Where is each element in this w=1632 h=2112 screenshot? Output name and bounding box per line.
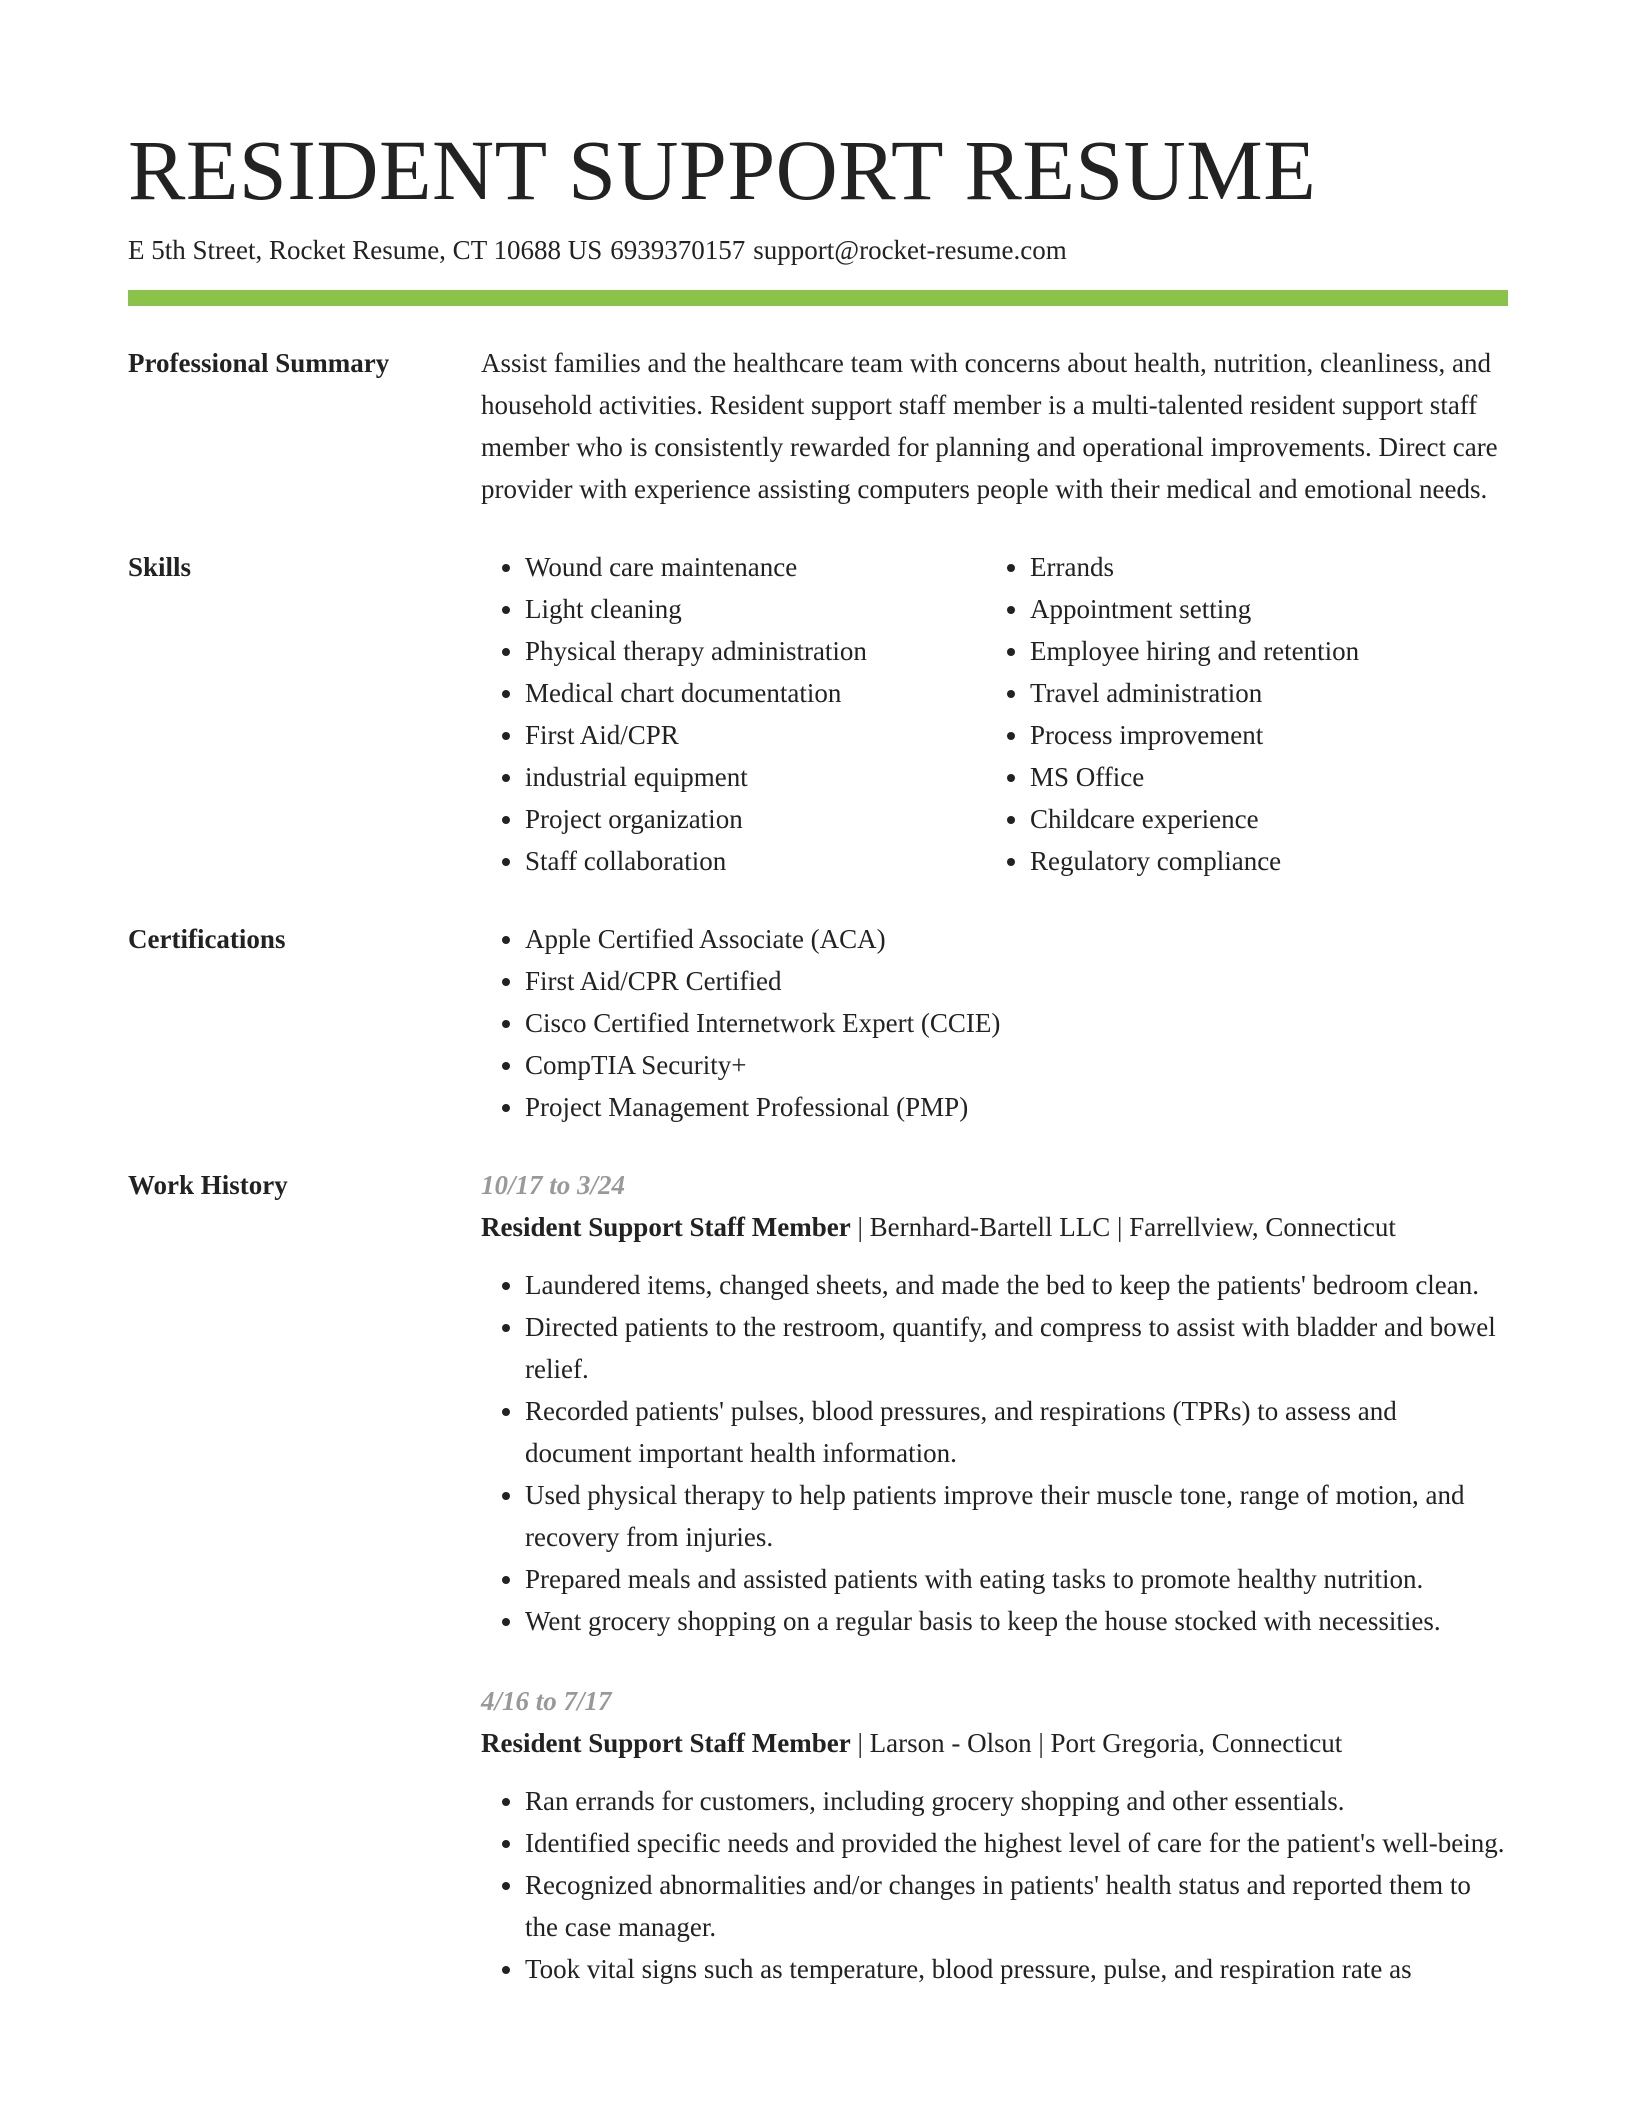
summary-section (128, 342, 1508, 510)
skill-item: • Medical chart documentation (525, 672, 986, 714)
skills-section (128, 546, 1508, 882)
job-duty: • Identified specific needs and provided the highest level of care for the patient's well-being. (525, 1822, 1508, 1864)
skill-item: • industrial equipment (525, 756, 986, 798)
skill-item: • Light cleaning (525, 588, 986, 630)
certification-item: • Project Management Professional (PMP) (525, 1086, 1508, 1128)
skill-item: • Physical therapy administration (525, 630, 986, 672)
section-title-skills: Skills (128, 552, 192, 582)
summary-text: Assist families and the healthcare team with concerns about health, nutrition, cleanliness, and household activities. Resident support staff member is a multi-talented resident support staff member who is consistently rewarded for planning and operational improvements. Direct care provider with experience assisting computers people with their medical and emotional needs. (481, 348, 1498, 504)
certification-item: • Apple Certified Associate (ACA) (525, 918, 1508, 960)
certification-item: • First Aid/CPR Certified (525, 960, 1508, 1002)
skill-item: • MS Office (1030, 756, 1491, 798)
section-title-certifications: Certifications (128, 924, 286, 954)
job-duty: • Recorded patients' pulses, blood pressures, and respirations (TPRs) to assess and document important health information. (525, 1390, 1508, 1474)
job-duty: • Prepared meals and assisted patients with eating tasks to promote healthy nutrition. (525, 1558, 1508, 1600)
section-title-summary: Professional Summary (128, 348, 390, 378)
work-history-section (128, 1164, 1508, 2028)
job-heading (481, 1722, 1508, 1764)
certifications-list (481, 918, 1508, 1128)
skill-item: • Appointment setting (1030, 588, 1491, 630)
job-entry (481, 1680, 1508, 1990)
skill-item: • Process improvement (1030, 714, 1491, 756)
job-duties-list (481, 1264, 1508, 1642)
skill-item: • Project organization (525, 798, 986, 840)
certification-item: • CompTIA Security+ (525, 1044, 1508, 1086)
skill-item: • Childcare experience (1030, 798, 1491, 840)
header-divider (128, 290, 1508, 306)
skill-item: • Travel administration (1030, 672, 1491, 714)
skill-item: • Wound care maintenance (525, 546, 986, 588)
section-title-work-history: Work History (128, 1170, 288, 1200)
skill-item: • Employee hiring and retention (1030, 630, 1491, 672)
job-title: Resident Support Staff Member (481, 1212, 851, 1242)
job-employer-location: | Bernhard-Bartell LLC | Farrellview, Connecticut (850, 1212, 1396, 1242)
job-duty: • Used physical therapy to help patients improve their muscle tone, range of motion, and recovery from injuries. (525, 1474, 1508, 1558)
certification-item: • Cisco Certified Internetwork Expert (CCIE) (525, 1002, 1508, 1044)
job-duty: • Went grocery shopping on a regular basis to keep the house stocked with necessities. (525, 1600, 1508, 1642)
skill-item: • Staff collaboration (525, 840, 986, 882)
contact-address: E 5th Street, Rocket Resume, CT 10688 US (128, 235, 603, 265)
job-employer-location: | Larson - Olson | Port Gregoria, Connecticut (850, 1728, 1343, 1758)
contact-line (128, 232, 1508, 268)
skills-list-left (481, 546, 986, 882)
skill-item: • Errands (1030, 546, 1491, 588)
job-entry (481, 1164, 1508, 1642)
job-duty: • Recognized abnormalities and/or changes in patients' health status and reported them to the case manager. (525, 1864, 1508, 1948)
job-duty: • Took vital signs such as temperature, blood pressure, pulse, and respiration rate as (525, 1948, 1508, 1990)
skill-item: • Regulatory compliance (1030, 840, 1491, 882)
skill-item: • First Aid/CPR (525, 714, 986, 756)
contact-email[interactable]: support@rocket-resume.com (753, 235, 1067, 265)
job-duties-list (481, 1780, 1508, 1990)
job-duty: • Laundered items, changed sheets, and made the bed to keep the patients' bedroom clean. (525, 1264, 1508, 1306)
resume-title: RESIDENT SUPPORT RESUME (128, 122, 1317, 218)
job-title: Resident Support Staff Member (481, 1728, 851, 1758)
resume-page (128, 120, 1508, 2028)
contact-phone: 6939370157 (610, 235, 746, 265)
job-dates: 4/16 to 7/17 (481, 1686, 612, 1716)
certifications-section (128, 918, 1508, 1128)
job-dates: 10/17 to 3/24 (481, 1170, 626, 1200)
job-duty: • Directed patients to the restroom, quantify, and compress to assist with bladder and bowel relief. (525, 1306, 1508, 1390)
job-duty: • Ran errands for customers, including grocery shopping and other essentials. (525, 1780, 1508, 1822)
job-heading (481, 1206, 1508, 1248)
skills-list-right (986, 546, 1491, 882)
